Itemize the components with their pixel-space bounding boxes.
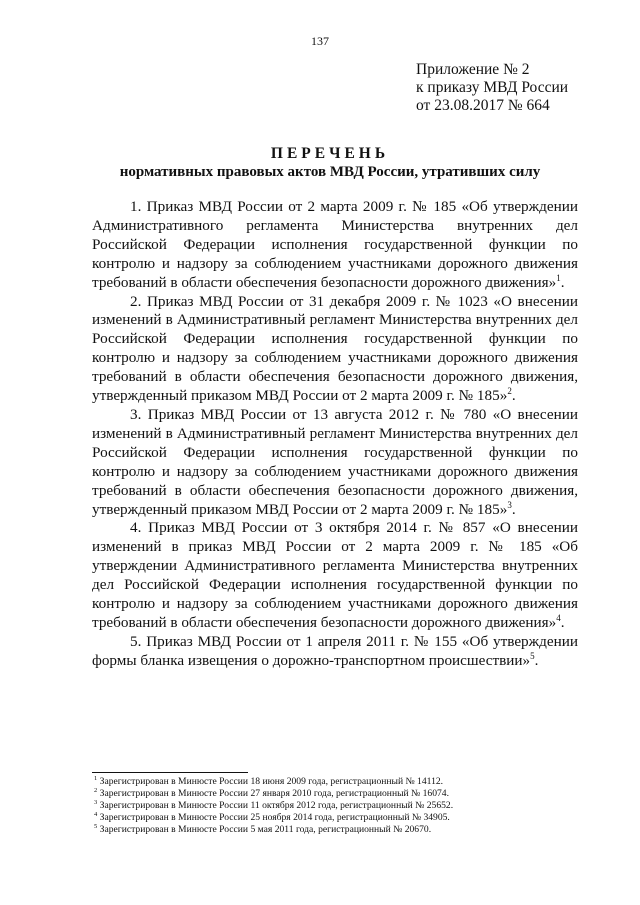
footnote-number: 1 — [94, 774, 98, 782]
list-item-text: 2. Приказ МВД России от 31 декабря 2009 г. № 1023 «О внесении изменений в Административный регламент Министерства внутренних дел Российской Федерации исполнения государственной функции по контролю и надзору за соблюдением участниками дорожного движения требований в области обеспечения безопасности дорожного движения, утвержденный приказом МВД России от 2 марта 2009 г. № 185» — [92, 292, 578, 405]
footnote-number: 4 — [94, 810, 98, 818]
list-item: 4. Приказ МВД России от 3 октября 2014 г. № 857 «О внесении изменений в приказ МВД России от 2 марта 2009 г. № 185 «Об утверждении Административного регламента Министерства внутренних дел Российской Федерации исполнения государственной функции по контролю и надзору за соблюдением участниками дорожного движения требований в области обеспечения безопасности дорожного движения»$^4$. — [92, 519, 578, 631]
document-subtitle: нормативных правовых актов МВД России, утративших силу — [119, 164, 541, 180]
appendix-line-1: Приложение № 2 — [416, 61, 530, 78]
footnote-text: Зарегистрирован в Минюсте России 25 ноября 2014 года, регистрационный № 34905. — [99, 812, 450, 823]
appendix-header — [416, 61, 568, 115]
footnote-text: Зарегистрирован в Минюсте России 5 мая 2011 года, регистрационный № 20670. — [99, 824, 432, 835]
footnote-number: 5 — [94, 822, 98, 830]
document-body — [92, 198, 578, 671]
appendix-line-3: от 23.08.2017 № 664 — [416, 97, 550, 114]
footnote-ref: 3 — [507, 499, 512, 510]
footnote-ref: 4 — [556, 612, 561, 623]
document-title: ПЕРЕЧЕНЬ — [270, 145, 390, 162]
page-number: 137 — [311, 34, 329, 48]
footnote-number: 2 — [94, 786, 98, 794]
footnote — [94, 788, 578, 800]
footnotes — [94, 776, 578, 836]
appendix-line-2: к приказу МВД России — [416, 79, 569, 96]
list-item-text: 1. Приказ МВД России от 2 марта 2009 г. № 185 «Об утверждении Административного регламента Министерства внутренних дел Российской Федерации исполнения государственной функции по контролю и надзору за соблюдением участниками дорожного движения требований в области обеспечения безопасности дорожного движения» — [92, 198, 578, 291]
footnote — [94, 776, 578, 788]
footnote-divider — [92, 772, 248, 773]
footnote-ref: 2 — [507, 386, 512, 396]
footnote — [94, 812, 578, 824]
list-item: 3. Приказ МВД России от 13 августа 2012 г. № 780 «О внесении изменений в Административный регламент Министерства внутренних дел Российской Федерации исполнения государственной функции по контролю и надзору за соблюдением участниками дорожного движения требований в области обеспечения безопасности дорожного движения, утвержденный приказом МВД России от 2 марта 2009 г. № 185»$^3$. — [92, 405, 578, 518]
footnote-ref: 5 — [530, 650, 535, 661]
list-item-text: 3. Приказ МВД России от 13 августа 2012 г. № 780 «О внесении изменений в Административный регламент Министерства внутренних дел Российской Федерации исполнения государственной функции по контролю и надзору за соблюдением участниками дорожного движения требований в области обеспечения безопасности дорожного движения, утвержденный приказом МВД России от 2 марта 2009 г. № 185» — [92, 405, 578, 518]
footnote — [94, 824, 578, 836]
list-item: 2. Приказ МВД России от 31 декабря 2009 г. № 1023 «О внесении изменений в Административный регламент Министерства внутренних дел Российской Федерации исполнения государственной функции по контролю и надзору за соблюдением участниками дорожного движения требований в области обеспечения безопасности дорожного движения, утвержденный приказом МВД России от 2 марта 2009 г. № 185»$^2$. — [92, 292, 578, 405]
footnote-number: 3 — [94, 798, 98, 806]
footnote-ref: 1 — [556, 272, 561, 283]
footnote-text: Зарегистрирован в Минюсте России 18 июня 2009 года, регистрационный № 14112. — [99, 776, 444, 787]
footnote — [94, 800, 578, 812]
list-item-text: 5. Приказ МВД России от 1 апреля 2011 г. № 155 «Об утверждении формы бланка извещения о дорожно-транспортном происшествии» — [92, 632, 578, 669]
list-item: 5. Приказ МВД России от 1 апреля 2011 г. № 155 «Об утверждении формы бланка извещения о дорожно-транспортном происшествии»$^5$. — [92, 632, 578, 669]
footnote-text: Зарегистрирован в Минюсте России 11 октября 2012 года, регистрационный № 25652. — [99, 800, 454, 811]
list-item: 1. Приказ МВД России от 2 марта 2009 г. № 185 «Об утверждении Административного регламента Министерства внутренних дел Российской Федерации исполнения государственной функции по контролю и надзору за соблюдением участниками дорожного движения требований в области обеспечения безопасности дорожного движения»$^1$. — [92, 198, 578, 291]
list-item-text: 4. Приказ МВД России от 3 октября 2014 г. № 857 «О внесении изменений в приказ МВД России от 2 марта 2009 г. № 185 «Об утверждении Административного регламента Министерства внутренних дел Российской Федерации исполнения государственной функции по контролю и надзору за соблюдением участниками дорожного движения требований в области обеспечения безопасности дорожного движения» — [92, 519, 578, 631]
footnote-text: Зарегистрирован в Минюсте России 27 января 2010 года, регистрационный № 16074. — [99, 788, 449, 799]
